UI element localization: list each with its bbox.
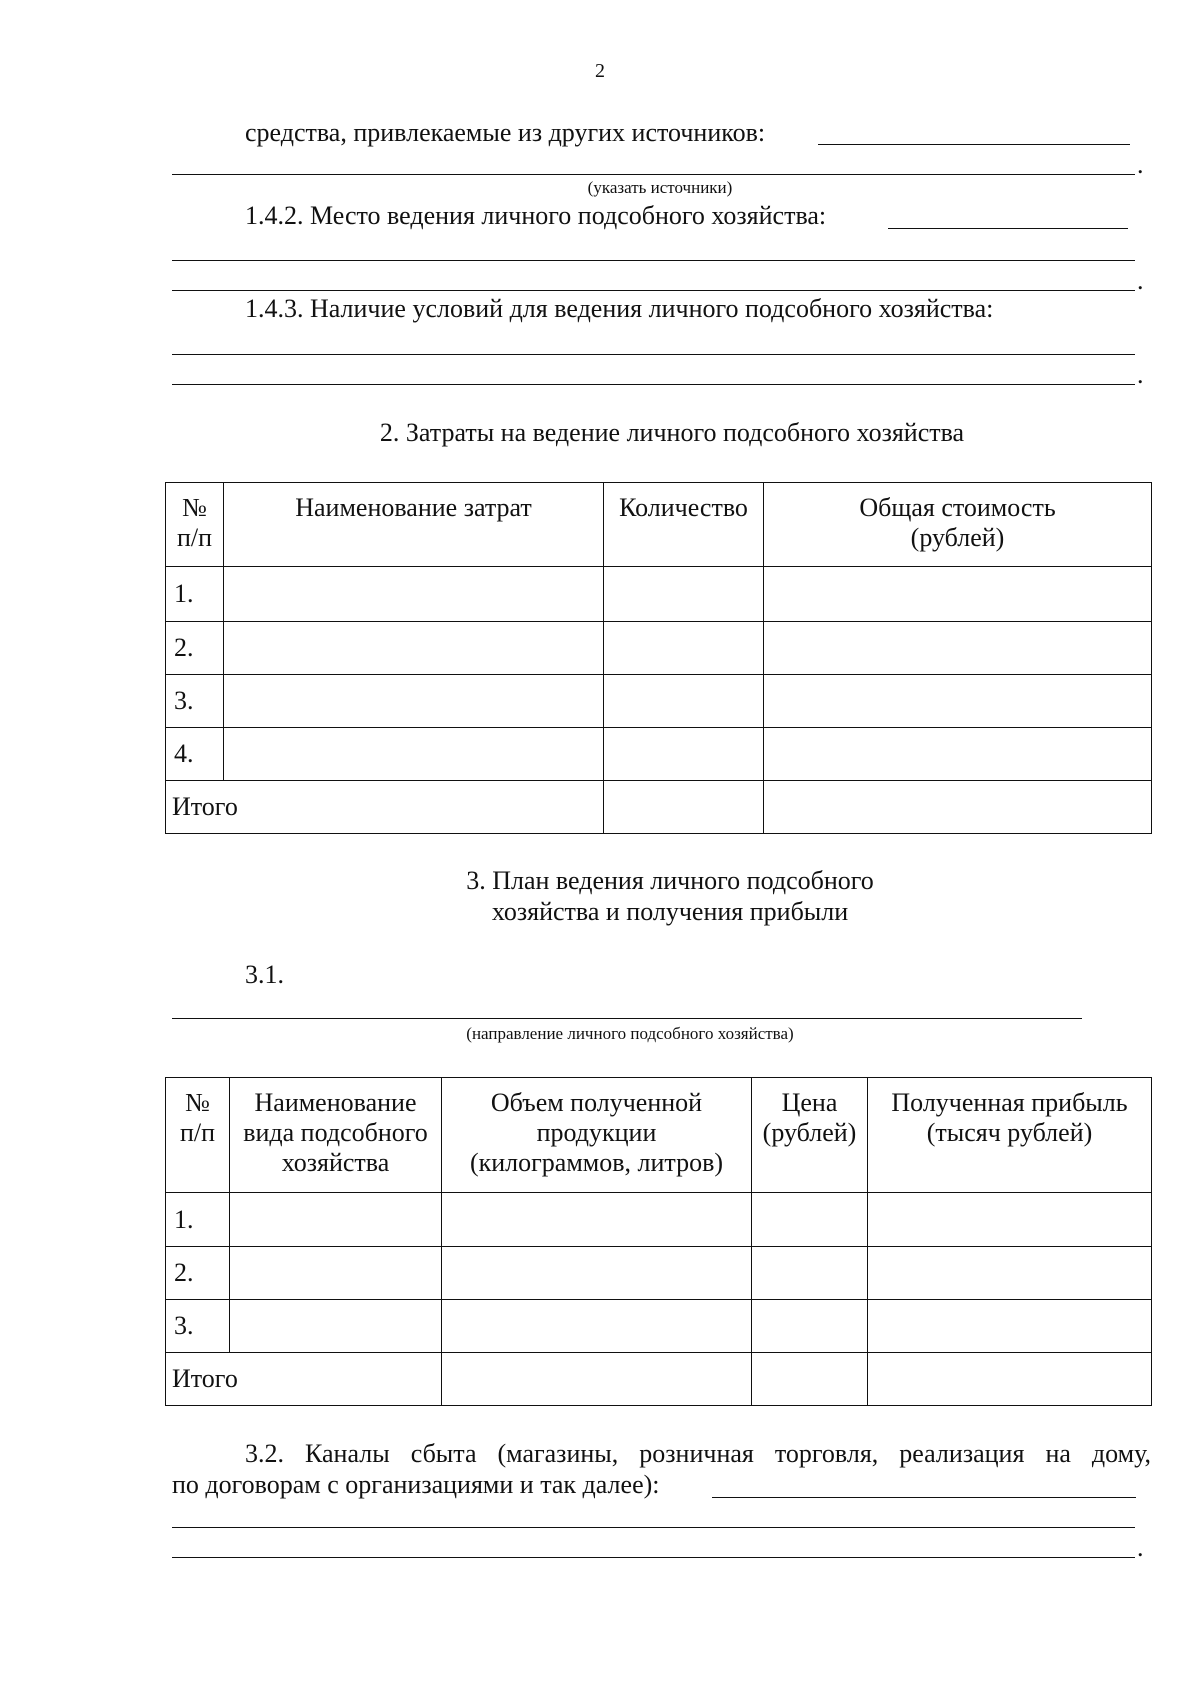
cost-name-cell[interactable]	[224, 622, 604, 675]
direction-field[interactable]	[172, 1018, 1082, 1019]
cost-name-cell[interactable]	[224, 728, 604, 781]
table-row	[166, 1193, 1152, 1247]
total-volume-cell[interactable]	[442, 1353, 752, 1406]
total-cost-cell[interactable]	[764, 781, 1152, 834]
kind-cell[interactable]	[230, 1300, 442, 1353]
period: .	[1137, 1533, 1144, 1562]
section-2-title: 2. Затраты на ведение личного подсобного хозяйства	[379, 418, 965, 447]
qty-cell[interactable]	[604, 728, 764, 781]
table-row	[166, 1247, 1152, 1300]
place-field-line3[interactable]	[172, 290, 1135, 291]
cost-cell[interactable]	[764, 622, 1152, 675]
price-cell[interactable]	[752, 1193, 868, 1247]
total-qty-cell[interactable]	[604, 781, 764, 834]
row-number: 2.	[166, 1247, 230, 1300]
total-label: Итого	[166, 1353, 442, 1406]
item-3-2-line2: по договорам с организациями и так далее):	[172, 1470, 660, 1499]
sales-channels-field-line2[interactable]	[172, 1527, 1135, 1528]
col-price-header: Цена (рублей)	[752, 1078, 868, 1193]
period: .	[1137, 150, 1144, 179]
sales-channels-field-line3[interactable]	[172, 1557, 1135, 1558]
other-sources-field[interactable]	[818, 144, 1130, 145]
table-row	[166, 567, 1152, 622]
cost-cell[interactable]	[764, 728, 1152, 781]
item-1-4-2-label: 1.4.2. Место ведения личного подсобного хозяйства:	[245, 201, 827, 230]
production-table	[165, 1077, 1152, 1406]
qty-cell[interactable]	[604, 675, 764, 728]
kind-cell[interactable]	[230, 1247, 442, 1300]
other-sources-label: средства, привлекаемые из других источников:	[245, 118, 766, 147]
section-3-title-line2: хозяйства и получения прибыли	[491, 897, 849, 926]
other-sources-field-line2[interactable]	[172, 174, 1135, 175]
cost-name-cell[interactable]	[224, 567, 604, 622]
volume-cell[interactable]	[442, 1247, 752, 1300]
place-field-line2[interactable]	[172, 260, 1135, 261]
cost-cell[interactable]	[764, 675, 1152, 728]
col-profit-header: Полученная прибыль (тысяч рублей)	[868, 1078, 1152, 1193]
item-3-1-label: 3.1.	[245, 960, 284, 989]
col-volume-header: Объем полученной продукции (килограммов, литров)	[442, 1078, 752, 1193]
col-name-header: Наименование затрат	[224, 483, 604, 567]
qty-cell[interactable]	[604, 567, 764, 622]
period: .	[1137, 266, 1144, 295]
col-cost-header: Общая стоимость (рублей)	[764, 483, 1152, 567]
total-row	[166, 1353, 1152, 1406]
col-num-header: № п/п	[166, 1078, 230, 1193]
row-number: 3.	[166, 1300, 230, 1353]
price-cell[interactable]	[752, 1247, 868, 1300]
table-row	[166, 1300, 1152, 1353]
item-1-4-3-label: 1.4.3. Наличие условий для ведения личного подсобного хозяйства:	[245, 294, 994, 323]
period: .	[1137, 360, 1144, 389]
table-row	[166, 675, 1152, 728]
col-num-header: № п/п	[166, 483, 224, 567]
cost-cell[interactable]	[764, 567, 1152, 622]
table-row	[166, 622, 1152, 675]
kind-cell[interactable]	[230, 1193, 442, 1247]
conditions-field-line2[interactable]	[172, 384, 1135, 385]
col-kind-header: Наименование вида подсобного хозяйства	[230, 1078, 442, 1193]
row-number: 1.	[166, 1193, 230, 1247]
total-row	[166, 781, 1152, 834]
profit-cell[interactable]	[868, 1300, 1152, 1353]
total-label: Итого	[166, 781, 604, 834]
profit-cell[interactable]	[868, 1247, 1152, 1300]
section-3-title-line1: 3. План ведения личного подсобного	[466, 866, 874, 895]
price-cell[interactable]	[752, 1300, 868, 1353]
conditions-field-line1[interactable]	[172, 354, 1135, 355]
cost-name-cell[interactable]	[224, 675, 604, 728]
other-sources-hint: (указать источники)	[587, 178, 733, 197]
col-qty-header: Количество	[604, 483, 764, 567]
direction-hint: (направление личного подсобного хозяйства)	[466, 1024, 794, 1043]
volume-cell[interactable]	[442, 1193, 752, 1247]
row-number: 1.	[166, 567, 224, 622]
sales-channels-field[interactable]	[712, 1497, 1136, 1498]
row-number: 2.	[166, 622, 224, 675]
costs-table	[165, 482, 1152, 834]
table-row	[166, 728, 1152, 781]
row-number: 3.	[166, 675, 224, 728]
item-3-2-line1: 3.2. Каналы сбыта (магазины, розничная торговля, реализация на дому,	[245, 1439, 1151, 1468]
page-number: 2	[595, 60, 605, 82]
row-number: 4.	[166, 728, 224, 781]
qty-cell[interactable]	[604, 622, 764, 675]
profit-cell[interactable]	[868, 1193, 1152, 1247]
total-profit-cell[interactable]	[868, 1353, 1152, 1406]
total-price-cell[interactable]	[752, 1353, 868, 1406]
place-field[interactable]	[888, 228, 1128, 229]
volume-cell[interactable]	[442, 1300, 752, 1353]
